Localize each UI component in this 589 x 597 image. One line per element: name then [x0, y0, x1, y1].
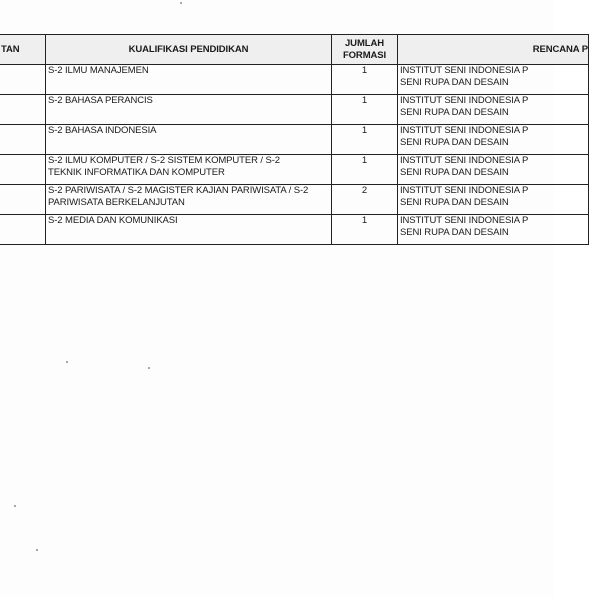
cell-rencana: INSTITUT SENI INDONESIA P SENI RUPA DAN DESAIN [398, 125, 589, 155]
cell-kualifikasi: S-2 ILMU KOMPUTER / S-2 SISTEM KOMPUTER / S-2 TEKNIK INFORMATIKA DAN KOMPUTER [46, 155, 332, 185]
table-row [0, 125, 589, 155]
table-header-row [0, 35, 589, 65]
table-row [0, 155, 589, 185]
cell-jabatan [0, 65, 46, 95]
table-row [0, 215, 589, 245]
cell-jumlah: 1 [332, 155, 398, 185]
table-row [0, 95, 589, 125]
table-row [0, 185, 589, 215]
cell-kualifikasi: S-2 BAHASA INDONESIA [46, 125, 332, 155]
cell-jumlah: 2 [332, 185, 398, 215]
cell-rencana: INSTITUT SENI INDONESIA P SENI RUPA DAN DESAIN [398, 185, 589, 215]
cell-jabatan [0, 155, 46, 185]
scan-speck [14, 505, 16, 507]
cell-jabatan [0, 215, 46, 245]
scan-speck [36, 549, 38, 551]
formasi-table [0, 34, 589, 245]
cell-rencana: INSTITUT SENI INDONESIA P SENI RUPA DAN DESAIN [398, 65, 589, 95]
cell-kualifikasi: S-2 ILMU MANAJEMEN [46, 65, 332, 95]
cell-kualifikasi: S-2 MEDIA DAN KOMUNIKASI [46, 215, 332, 245]
header-kualifikasi-pendidikan: KUALIFIKASI PENDIDIKAN [46, 35, 332, 65]
cell-jabatan [0, 95, 46, 125]
cell-jabatan [0, 185, 46, 215]
scan-speck [66, 361, 68, 363]
cell-jumlah: 1 [332, 215, 398, 245]
cell-jumlah: 1 [332, 125, 398, 155]
cell-jumlah: 1 [332, 65, 398, 95]
scan-speck [148, 367, 150, 369]
cell-kualifikasi: S-2 PARIWISATA / S-2 MAGISTER KAJIAN PARIWISATA / S-2 PARIWISATA BERKELANJUTAN [46, 185, 332, 215]
table-row [0, 65, 589, 95]
cell-kualifikasi: S-2 BAHASA PERANCIS [46, 95, 332, 125]
header-rencana: RENCANA P [398, 35, 589, 65]
cell-jumlah: 1 [332, 95, 398, 125]
scan-speck [180, 2, 182, 4]
header-jabatan: TAN [0, 35, 46, 65]
cell-rencana: INSTITUT SENI INDONESIA P SENI RUPA DAN DESAIN [398, 95, 589, 125]
header-jumlah-formasi: JUMLAH FORMASI [332, 35, 398, 65]
cell-rencana: INSTITUT SENI INDONESIA P SENI RUPA DAN DESAIN [398, 155, 589, 185]
cell-rencana: INSTITUT SENI INDONESIA P SENI RUPA DAN DESAIN [398, 215, 589, 245]
cell-jabatan [0, 125, 46, 155]
